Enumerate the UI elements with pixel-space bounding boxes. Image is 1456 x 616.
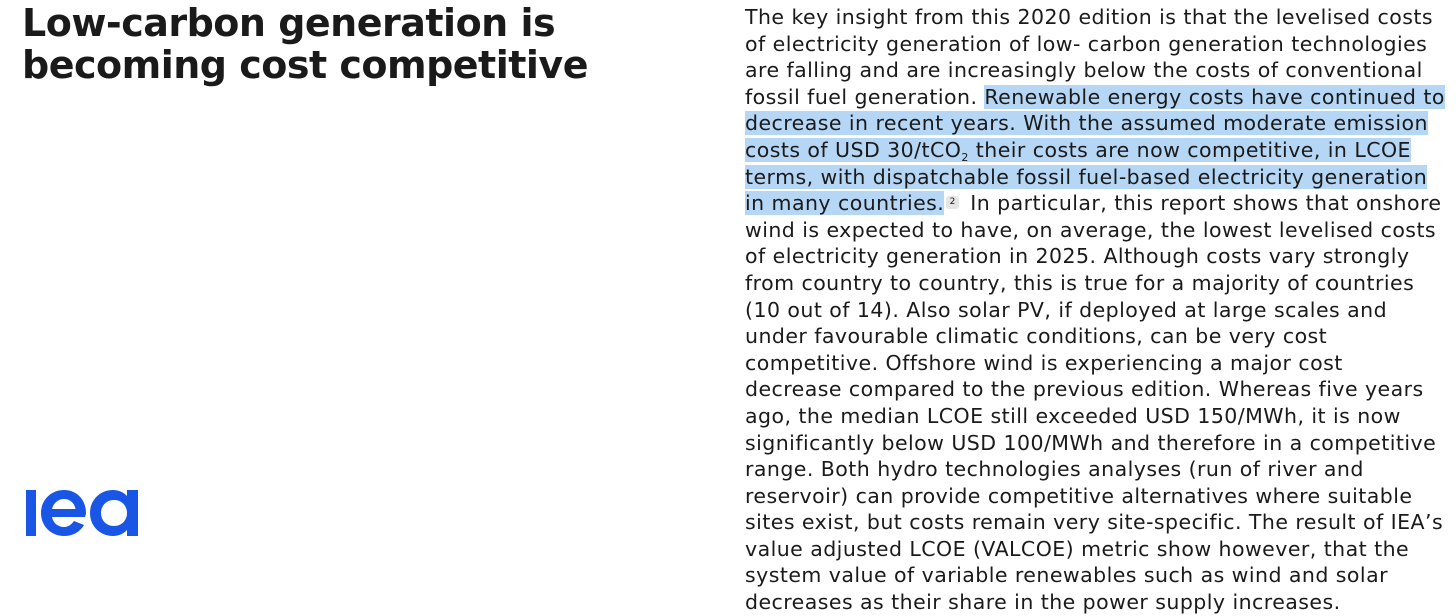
page-title: Low-carbon generation is becoming cost competitive [22, 1, 588, 87]
logo-text: iea [26, 486, 28, 487]
right-column [745, 4, 1445, 616]
paragraph-intro: The key insight from this 2020 edition is that the levelised costs of electricity generation of low- carbon generation technologies are falling and are increasingly below the costs of conventional fossil fuel generation. [745, 5, 1433, 109]
highlight-text-1: Renewable energy costs have continued to decrease in recent years. With the assumed moderate emission costs of USD 30/tCO [745, 84, 1445, 162]
highlight-text-2: their costs are now competitive, in LCOE terms, with dispatchable fossil fuel-based electricity generation in many countries. [745, 137, 1428, 216]
co2-subscript: 2 [961, 150, 969, 164]
iea-logo [26, 486, 144, 540]
left-column [22, 0, 712, 582]
footnote-marker[interactable]: 2 [946, 196, 959, 209]
body-paragraph [745, 4, 1445, 616]
paragraph-continuation: In particular, this report shows that onshore wind is expected to have, on average, the lowest levelised costs of electricity generation in 2025. Although costs vary strongly from country to country, this is true for a majority of countries (10 out of 14). Also solar PV, if deployed at large scales and under favourable climatic conditions, can be very cost competitive. Offshore wind is experiencing a major cost decrease compared to the previous edition. Whereas five years ago, the median LCOE still exceeded USD 150/MWh, it is now significantly below USD 100/MWh and therefore in a competitive range. Both hydro technologies analyses (run of river and reservoir) can provide competitive alternatives where suitable sites exist, but costs remain very site-specific. The result of IEA’s value adjusted LCOE (VALCOE) metric show however, that the system value of variable renewables such as wind and solar decreases as their share in the power supply increases. [745, 191, 1444, 615]
